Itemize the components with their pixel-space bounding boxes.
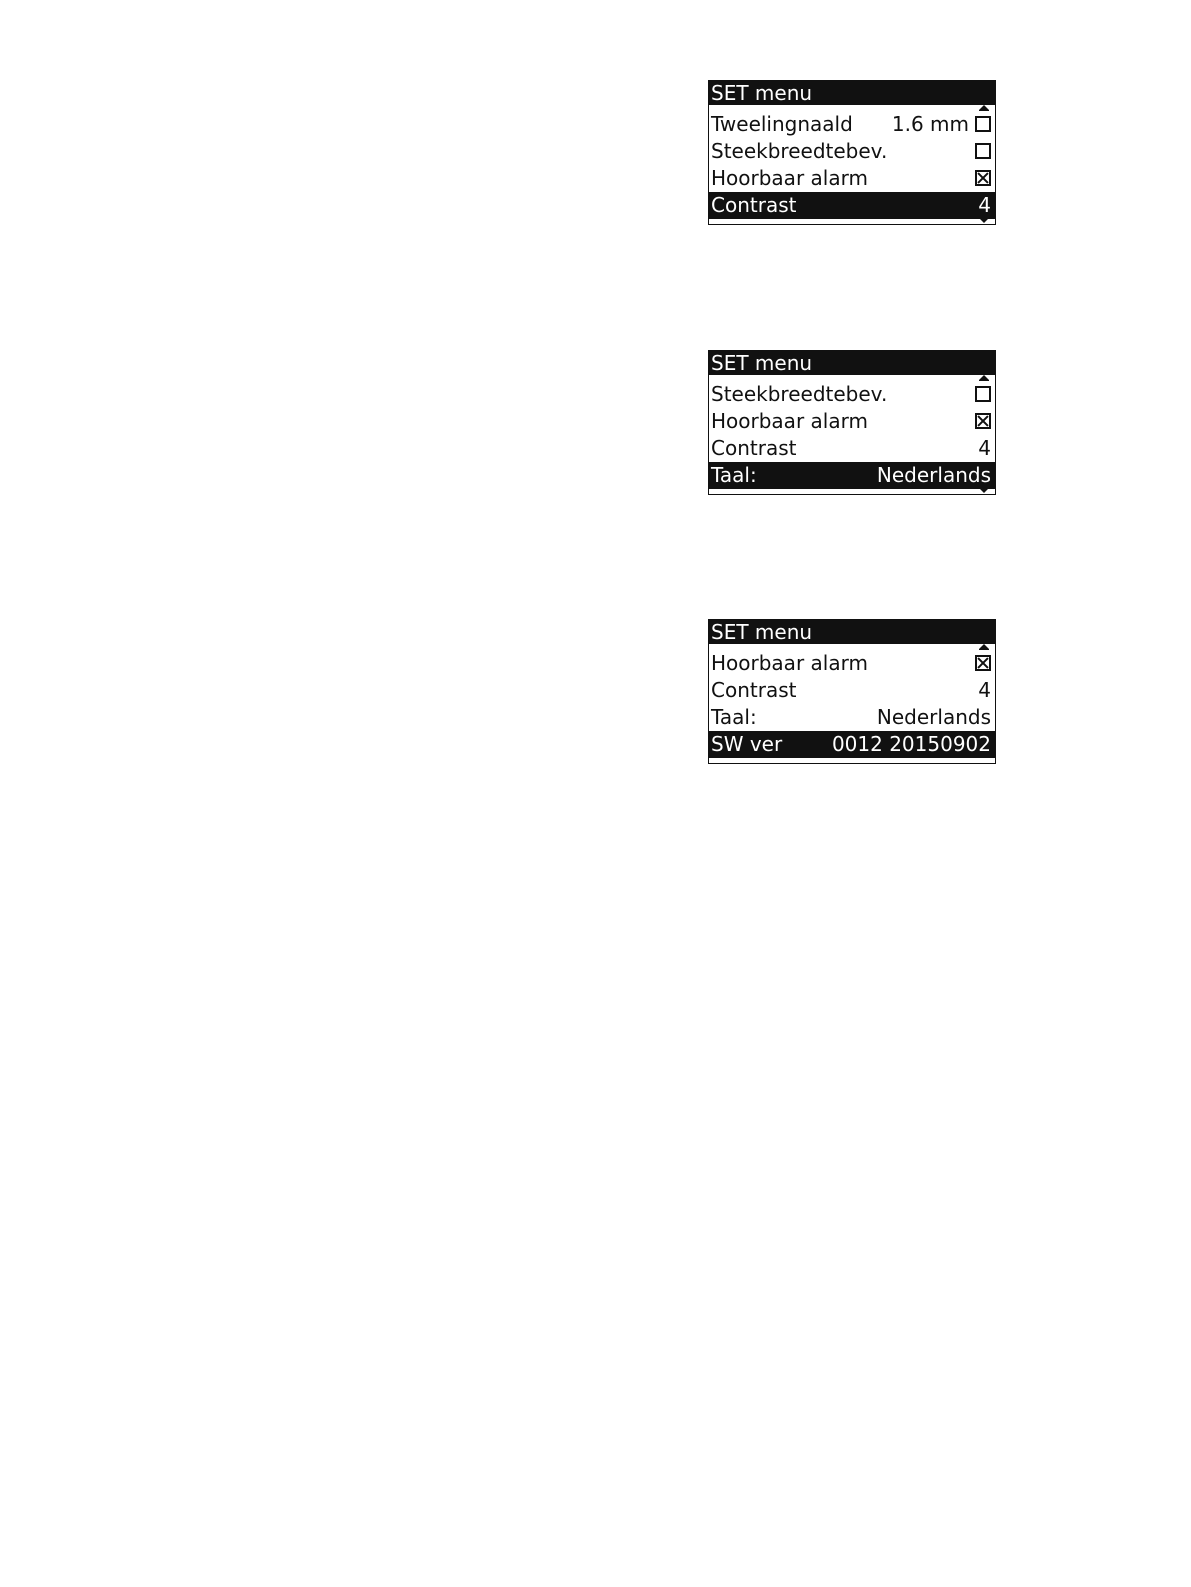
- menu-item-sw-ver[interactable]: [709, 731, 995, 758]
- menu-item-tweelingnaald[interactable]: [709, 111, 995, 138]
- scroll-up-arrow-icon[interactable]: [979, 644, 989, 649]
- menu-item-value: Nederlands: [876, 705, 991, 729]
- checkbox-unchecked-icon[interactable]: [975, 386, 991, 402]
- menu-item-taal[interactable]: [709, 704, 995, 731]
- checkbox-unchecked-icon[interactable]: [975, 143, 991, 159]
- menu-item-hoorbaar-alarm[interactable]: [709, 650, 995, 677]
- menu-item-label: Contrast: [711, 193, 797, 217]
- menu-item-value: 1.6 mm: [891, 112, 969, 136]
- checkbox-unchecked-icon[interactable]: [975, 116, 991, 132]
- menu-item-value: 4: [978, 193, 991, 217]
- checkbox-checked-icon[interactable]: [975, 655, 991, 671]
- menu-item-label: Hoorbaar alarm: [711, 409, 868, 433]
- menu-item-label: Steekbreedtebev.: [711, 382, 888, 406]
- scroll-down-arrow-icon[interactable]: [979, 488, 989, 493]
- menu-item-label: Hoorbaar alarm: [711, 166, 868, 190]
- menu-item-hoorbaar-alarm[interactable]: [709, 408, 995, 435]
- checkbox-checked-icon[interactable]: [975, 170, 991, 186]
- menu-item-label: Contrast: [711, 678, 797, 702]
- menu-title: SET menu: [709, 351, 995, 375]
- menu-item-label: Taal:: [711, 463, 757, 487]
- menu-item-value: 4: [978, 678, 991, 702]
- menu-item-value: 0012 20150902: [831, 732, 991, 756]
- menu-item-steekbreedtebev[interactable]: [709, 381, 995, 408]
- menu-item-contrast[interactable]: [709, 435, 995, 462]
- menu-item-label: SW ver: [711, 732, 783, 756]
- menu-item-steekbreedtebev[interactable]: [709, 138, 995, 165]
- menu-item-value: Nederlands: [876, 463, 991, 487]
- set-menu-screen-1: [708, 80, 996, 225]
- checkbox-checked-icon[interactable]: [975, 413, 991, 429]
- set-menu-screen-3: [708, 619, 996, 764]
- menu-item-hoorbaar-alarm[interactable]: [709, 165, 995, 192]
- scroll-up-arrow-icon[interactable]: [979, 105, 989, 110]
- scroll-down-arrow-icon[interactable]: [979, 218, 989, 223]
- menu-title: SET menu: [709, 81, 995, 105]
- menu-item-contrast[interactable]: [709, 192, 995, 219]
- scroll-up-arrow-icon[interactable]: [979, 375, 989, 380]
- menu-item-label: Contrast: [711, 436, 797, 460]
- menu-item-label: Hoorbaar alarm: [711, 651, 868, 675]
- menu-item-label: Taal:: [711, 705, 757, 729]
- menu-title: SET menu: [709, 620, 995, 644]
- menu-item-label: Steekbreedtebev.: [711, 139, 888, 163]
- set-menu-screen-2: [708, 350, 996, 495]
- menu-item-taal[interactable]: [709, 462, 995, 489]
- menu-item-value: 4: [978, 436, 991, 460]
- menu-item-contrast[interactable]: [709, 677, 995, 704]
- menu-item-label: Tweelingnaald: [711, 112, 853, 136]
